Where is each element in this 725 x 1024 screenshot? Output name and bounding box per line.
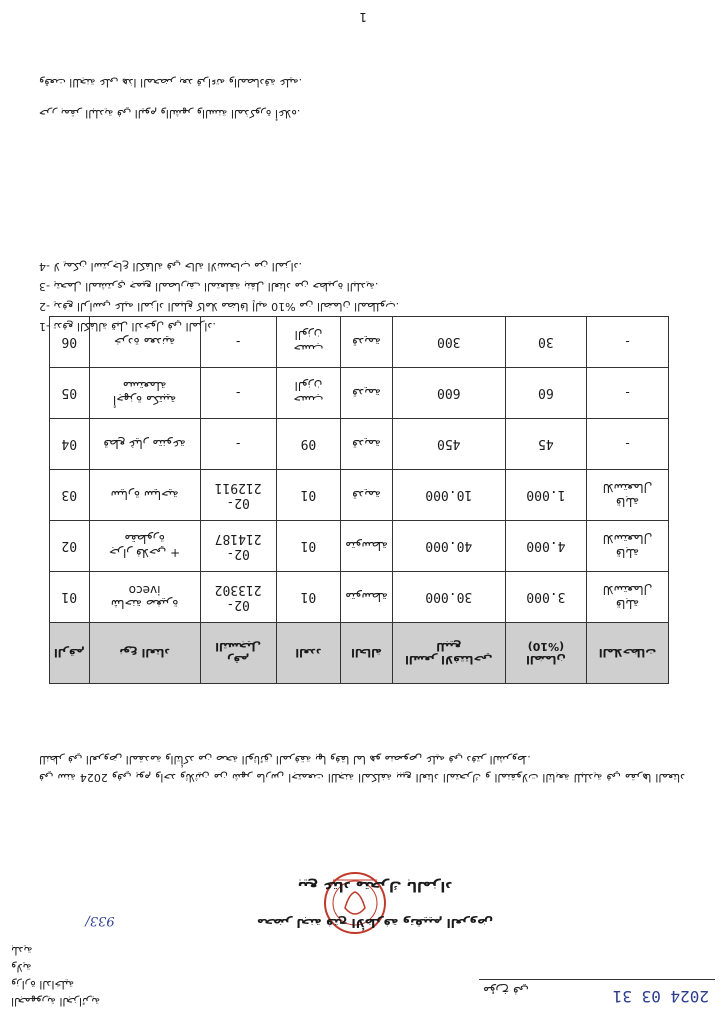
- cell-price: 450: [392, 419, 505, 470]
- cell-item: سيارة سياحية: [89, 470, 200, 521]
- cell-item: أجهزة مكتبية مستعملة: [89, 368, 200, 419]
- cell-no: 03: [50, 470, 90, 521]
- cell-qty: حسب الوزن: [276, 317, 341, 368]
- cell-no: 05: [50, 368, 90, 419]
- note-item: 2- يدفع الراسي عليه المزاد المبلغ كاملا مضافا إليه 10% من الضمان المطلوب.: [39, 300, 400, 313]
- cell-guarantee: 60: [505, 368, 586, 419]
- cell-price: 600: [392, 368, 505, 419]
- cell-item: شاحنة صغيرة iveco: [89, 572, 200, 623]
- cell-state: متوسطة: [341, 521, 393, 572]
- subject-heading: محضر لجنة فتح الأظرفة وتقييم العروض: [256, 916, 494, 930]
- intro-paragraph: في سنة 2024 وفي يوم واحد وثلاثين من شهر مارس اجتمعت اللجنة المكلفة ببيع العتاد المتحرك و المنقولات التابعة للبلدية في مقرها المعتاد للنظر في العروض المقدمة والتأكد من صحة الوثائق المرفقة بها وفقا لما هو منصوص عليه في دفتر الشروط.: [39, 753, 685, 784]
- cell-state: قديمة: [341, 368, 393, 419]
- cell-reg: -: [200, 419, 276, 470]
- col-header: الملاحظات: [587, 623, 669, 684]
- note-item: 1- تدفع الكفالة قبل الدخول في المزاد.: [39, 320, 216, 333]
- table-header-row: [50, 623, 669, 684]
- cell-item: قطع غيار متنوعة: [89, 419, 200, 470]
- cell-price: 300: [392, 317, 505, 368]
- note-item: 4- لا يمكن استرجاع الكفالة في حالة الانسحاب من المزاد.: [39, 260, 302, 273]
- page-title: بيع عتاد متحرك بالمزاد: [297, 878, 453, 894]
- cell-qty: 09: [276, 419, 341, 470]
- cell-reg: 02-213302: [200, 572, 276, 623]
- table-row: [50, 521, 669, 572]
- cell-price: 40.000: [392, 521, 505, 572]
- page-number: 1: [359, 10, 367, 24]
- cell-item: خردة معدنية: [89, 317, 200, 368]
- cell-guarantee: 1.000: [505, 470, 586, 521]
- date-field: [479, 979, 715, 1006]
- cell-reg: -: [200, 317, 276, 368]
- cell-note: قابلة للاستعمال: [587, 470, 669, 521]
- cell-price: 30.000: [392, 572, 505, 623]
- date-label: مؤرخ في: [483, 984, 529, 998]
- table-row: [50, 368, 669, 419]
- table-row: [50, 572, 669, 623]
- cell-no: 01: [50, 572, 90, 623]
- cell-no: 04: [50, 419, 90, 470]
- cell-reg: -: [200, 368, 276, 419]
- cell-note: -: [587, 419, 669, 470]
- col-header: العدد: [276, 623, 341, 684]
- cell-no: 06: [50, 317, 90, 368]
- col-header: الرقم: [50, 623, 90, 684]
- cell-state: قديمة: [341, 317, 393, 368]
- cell-qty: حسب الوزن: [276, 368, 341, 419]
- cell-price: 10.000: [392, 470, 505, 521]
- closing-paragraph: [39, 61, 685, 134]
- col-header: نوع العتاد: [89, 623, 200, 684]
- org-line: الجمهورية الجزائرية: [11, 995, 101, 1008]
- cell-guarantee: 3.000: [505, 572, 586, 623]
- cell-item: جرار فلاحي + مقطورة: [89, 521, 200, 572]
- cell-note: -: [587, 317, 669, 368]
- table-row: [50, 470, 669, 521]
- cell-guarantee: 4.000: [505, 521, 586, 572]
- closing-line: حرر بمقر البلدية في اليوم والشهر والسنة المذكورة أعلاه.: [39, 107, 301, 120]
- note-item: 3- يتحمل المشتري جميع المصاريف المتعلقة بنقل العتاد من حظيرة البلدية.: [39, 280, 379, 293]
- cell-no: 02: [50, 521, 90, 572]
- cell-note: قابلة للاستعمال: [587, 572, 669, 623]
- cell-guarantee: 30: [505, 317, 586, 368]
- col-header: رقم التسجيل: [200, 623, 276, 684]
- org-line: بلدية: [11, 944, 33, 957]
- cell-state: متوسطة: [341, 572, 393, 623]
- cell-qty: 01: [276, 572, 341, 623]
- table-row: [50, 419, 669, 470]
- cell-reg: 02-212911: [200, 470, 276, 521]
- cell-qty: 01: [276, 521, 341, 572]
- cell-note: قابلة للاستعمال: [587, 521, 669, 572]
- cell-qty: 01: [276, 470, 341, 521]
- cell-reg: 02-214187: [200, 521, 276, 572]
- col-header: الحالة: [341, 623, 393, 684]
- cell-guarantee: 45: [505, 419, 586, 470]
- col-header: السعر الافتتاحي للبيع: [392, 623, 505, 684]
- notes-list: [39, 256, 685, 336]
- header-org-block: [11, 942, 151, 1010]
- date-value: 2024 03 31: [612, 987, 709, 1006]
- cell-state: قديمة: [341, 470, 393, 521]
- items-table: [49, 316, 669, 684]
- org-line: ولاية: [11, 961, 32, 974]
- col-header: الضمان (10%): [505, 623, 586, 684]
- handwritten-number: 933/: [85, 913, 115, 928]
- org-line: وزارة الداخلية: [11, 978, 75, 991]
- cell-note: -: [587, 368, 669, 419]
- cell-state: قديمة: [341, 419, 393, 470]
- closing-line: وقعت اللجنة على هذا المحضر بعد قراءته والمصادقة عليه.: [39, 76, 303, 89]
